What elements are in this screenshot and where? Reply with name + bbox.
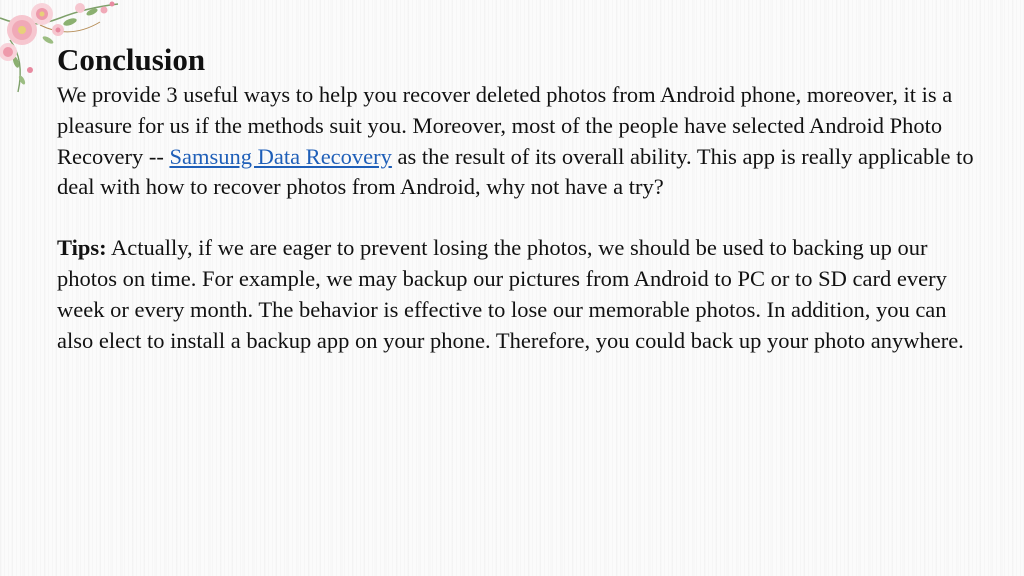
section-title: Conclusion (57, 42, 206, 77)
conclusion-paragraph (57, 80, 987, 203)
tips-label: Tips: (57, 235, 107, 261)
paragraph-text-after-link: as the result of its overall ability. This app is really applicable to deal with how to recover photos from Android, why not have a try? (57, 143, 974, 200)
conclusion-section (57, 40, 987, 356)
tips-paragraph (57, 233, 987, 356)
tips-text: Actually, if we are eager to prevent losing the photos, we should be used to backing up our photos on time. For example, we may backup our pictures from Android to PC or to SD card every week or every month. The behavior is effective to lose our memorable photos. In addition, you can also elect to install a backup app on your phone. Therefore, you could back up your photo anywhere. (57, 235, 964, 353)
paragraph-text-before-link: We provide 3 useful ways to help you recover deleted photos from Android phone, moreover, it is a pleasure for us if the methods suit you. Moreover, most of the people have selected Android Photo Recovery -- (57, 82, 953, 169)
samsung-data-recovery-link[interactable]: Samsung Data Recovery (169, 143, 392, 169)
